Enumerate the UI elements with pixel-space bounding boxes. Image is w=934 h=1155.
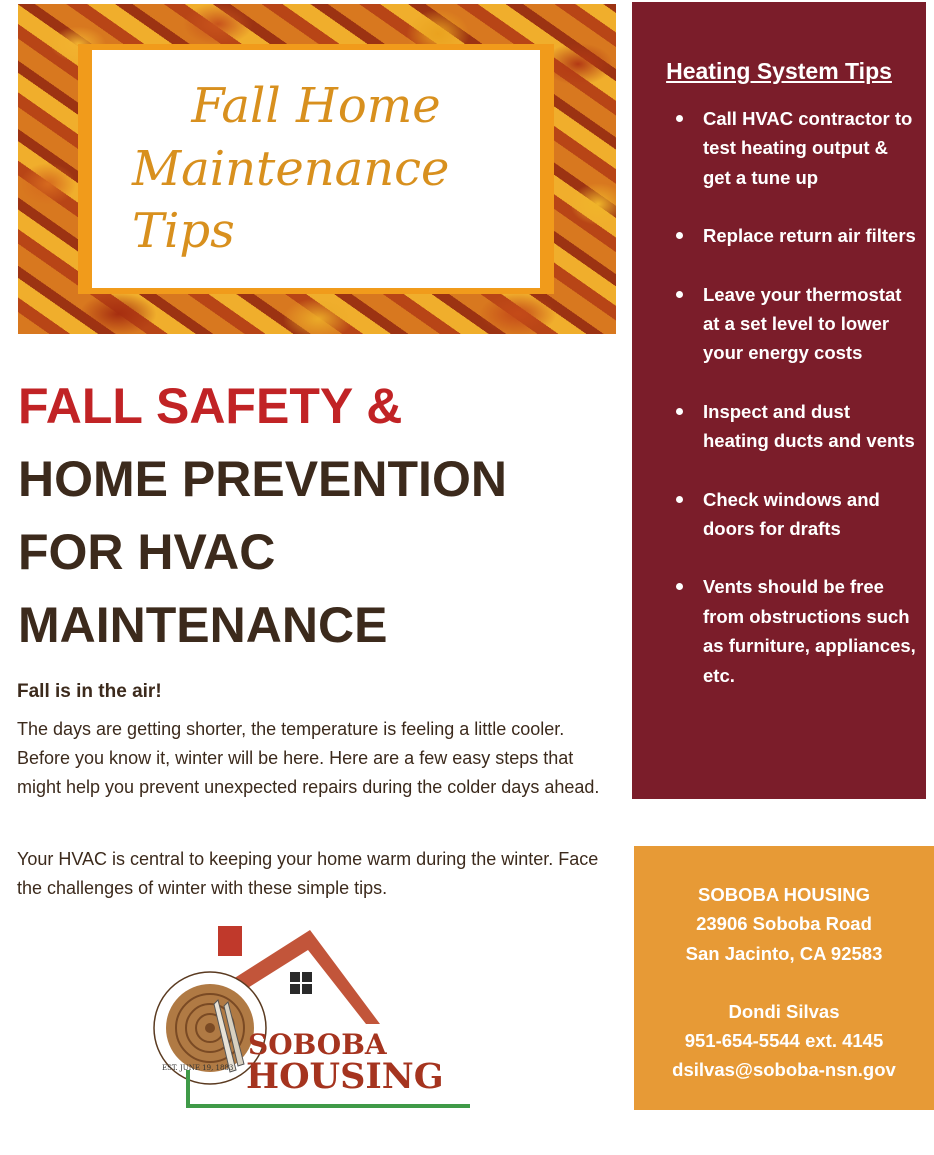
heating-tips-title: Heating System Tips: [666, 58, 892, 84]
intro-paragraph-2: Your HVAC is central to keeping your home warm during the winter. Face the challenges of winter with these simple tips.: [17, 849, 599, 898]
headline-line-3: FOR HVAC: [18, 524, 276, 580]
fall-leaves-banner: [18, 4, 616, 334]
heating-tips-panel: [632, 2, 926, 799]
banner-title-line-1: Fall Home: [191, 78, 441, 135]
contact-phone: 951-654-5544 ext. 4145: [684, 1030, 884, 1052]
headline-line-4: MAINTENANCE: [18, 597, 388, 653]
logo-window-icon: [290, 972, 312, 994]
intro-subhead: Fall is in the air!: [17, 681, 162, 702]
contact-street: 23906 Soboba Road: [696, 913, 872, 935]
headline-line-1: FALL SAFETY &: [18, 378, 403, 434]
seal-est-text: EST. JUNE 19, 1883: [162, 1064, 234, 1072]
banner-frame: [78, 44, 554, 294]
tip-item: Replace return air filters: [632, 221, 926, 250]
contact-name: Dondi Silvas: [728, 1000, 840, 1022]
tip-item: Check windows and doors for drafts: [632, 485, 926, 544]
contact-email[interactable]: dsilvas@soboba-nsn.gov: [672, 1059, 896, 1081]
logo-chimney: [218, 926, 242, 956]
tip-item: Call HVAC contractor to test heating output & get a tune up: [632, 104, 926, 192]
main-headline: [18, 370, 618, 662]
contact-org: SOBOBA HOUSING: [698, 884, 870, 905]
intro-paragraph-1: The days are getting shorter, the temperature is feeling a little cooler. Before you know it, winter will be here. Here are a few easy steps that might help you prevent unexpected repairs during the colder days ahead.: [17, 719, 600, 797]
soboba-housing-logo: [140, 920, 480, 1115]
contact-box: [634, 846, 934, 1110]
tip-item: Inspect and dust heating ducts and vents: [632, 397, 926, 456]
logo-word-soboba: SOBOBA: [248, 1028, 387, 1061]
heating-tips-list: [632, 104, 926, 719]
tip-item: Leave your thermostat at a set level to lower your energy costs: [632, 280, 926, 368]
banner-card: [92, 50, 540, 288]
headline-line-2: HOME PREVENTION: [18, 451, 507, 507]
contact-city: San Jacinto, CA 92583: [685, 942, 883, 964]
banner-title-line-2: Maintenance Tips: [132, 140, 450, 260]
logo-word-housing: HOUSING: [246, 1056, 444, 1097]
tip-item: Vents should be free from obstructions such as furniture, appliances, etc.: [632, 572, 926, 690]
